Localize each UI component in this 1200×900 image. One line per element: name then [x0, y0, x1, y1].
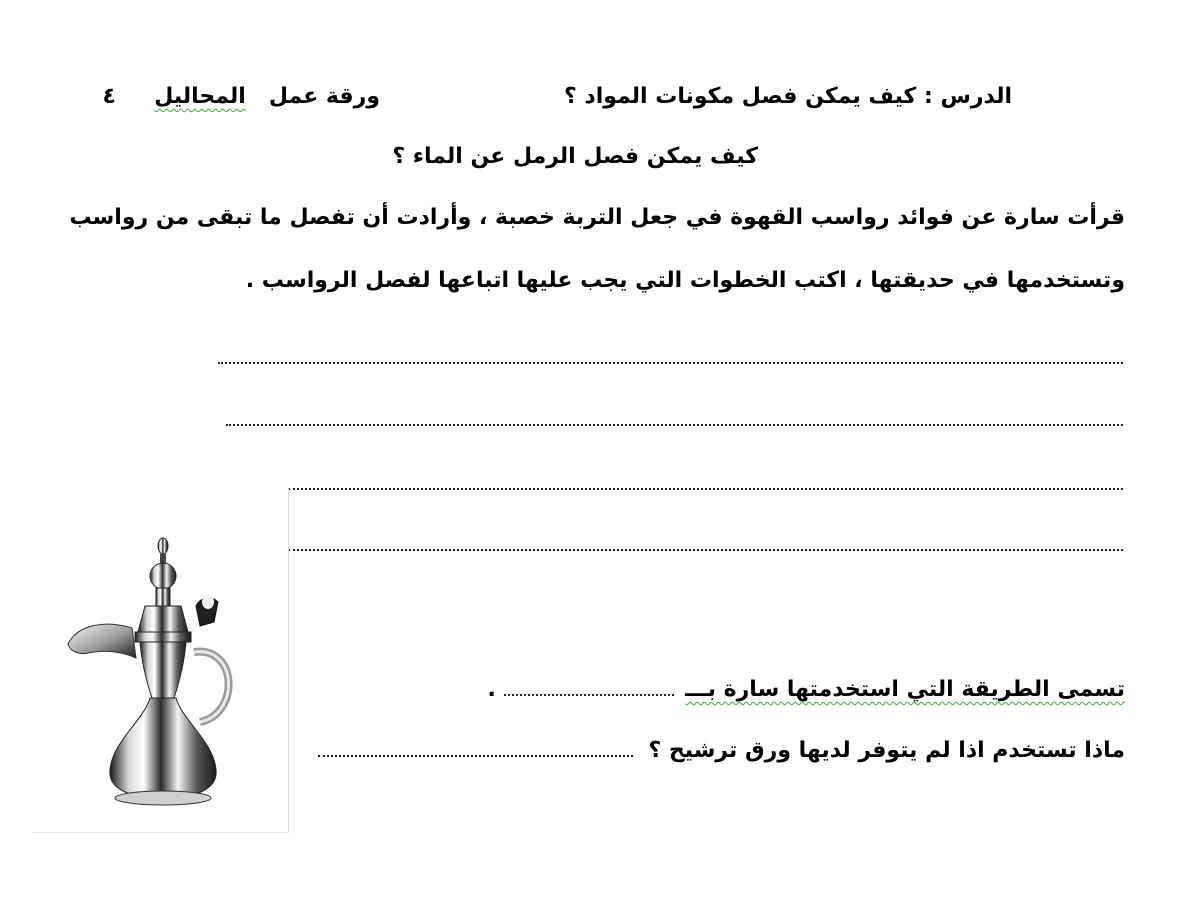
- dallah-icon: [32, 488, 288, 832]
- method-answer-field[interactable]: [504, 684, 674, 696]
- lesson-title: [564, 82, 1012, 112]
- answer-line-2[interactable]: [226, 424, 1123, 426]
- method-label: تسمى الطريقة التي استخدمتها سارة بـــ: [685, 677, 1125, 702]
- alternative-answer-field[interactable]: [318, 745, 633, 757]
- coffee-pot-image: [32, 488, 289, 833]
- scenario-paragraph-line-1: قرأت سارة عن فوائد رواسب القهوة في جعل التربة خصبة ، وأرادت أن تفصل ما تبقى من رواسب: [69, 205, 1125, 230]
- scenario-paragraph-line-2: وتستخدمها في حديقتها ، اكتب الخطوات التي يجب عليها اتباعها لفصل الرواسب .: [245, 268, 1125, 293]
- answer-line-4[interactable]: [288, 549, 1123, 551]
- answer-line-3[interactable]: [288, 488, 1123, 490]
- alternative-label: ماذا تستخدم اذا لم يتوفر لديها ورق ترشيح ؟: [648, 738, 1125, 763]
- question-title: [392, 142, 758, 172]
- lesson-title-text: الدرس : كيف يمكن فصل مكونات المواد ؟: [563, 84, 1012, 109]
- worksheet-number: ٤: [102, 84, 116, 109]
- method-prompt: تسمى الطريقة التي استخدمتها سارة بـــ .: [487, 677, 1125, 702]
- answer-line-1[interactable]: [218, 362, 1123, 364]
- worksheet-suffix: المحاليل: [154, 84, 246, 109]
- question-title-text: كيف يمكن فصل الرمل عن الماء ؟: [392, 144, 758, 169]
- alternative-prompt: [318, 736, 1125, 766]
- worksheet-label: ورقة عمل: [268, 84, 380, 109]
- worksheet-title: [103, 82, 381, 112]
